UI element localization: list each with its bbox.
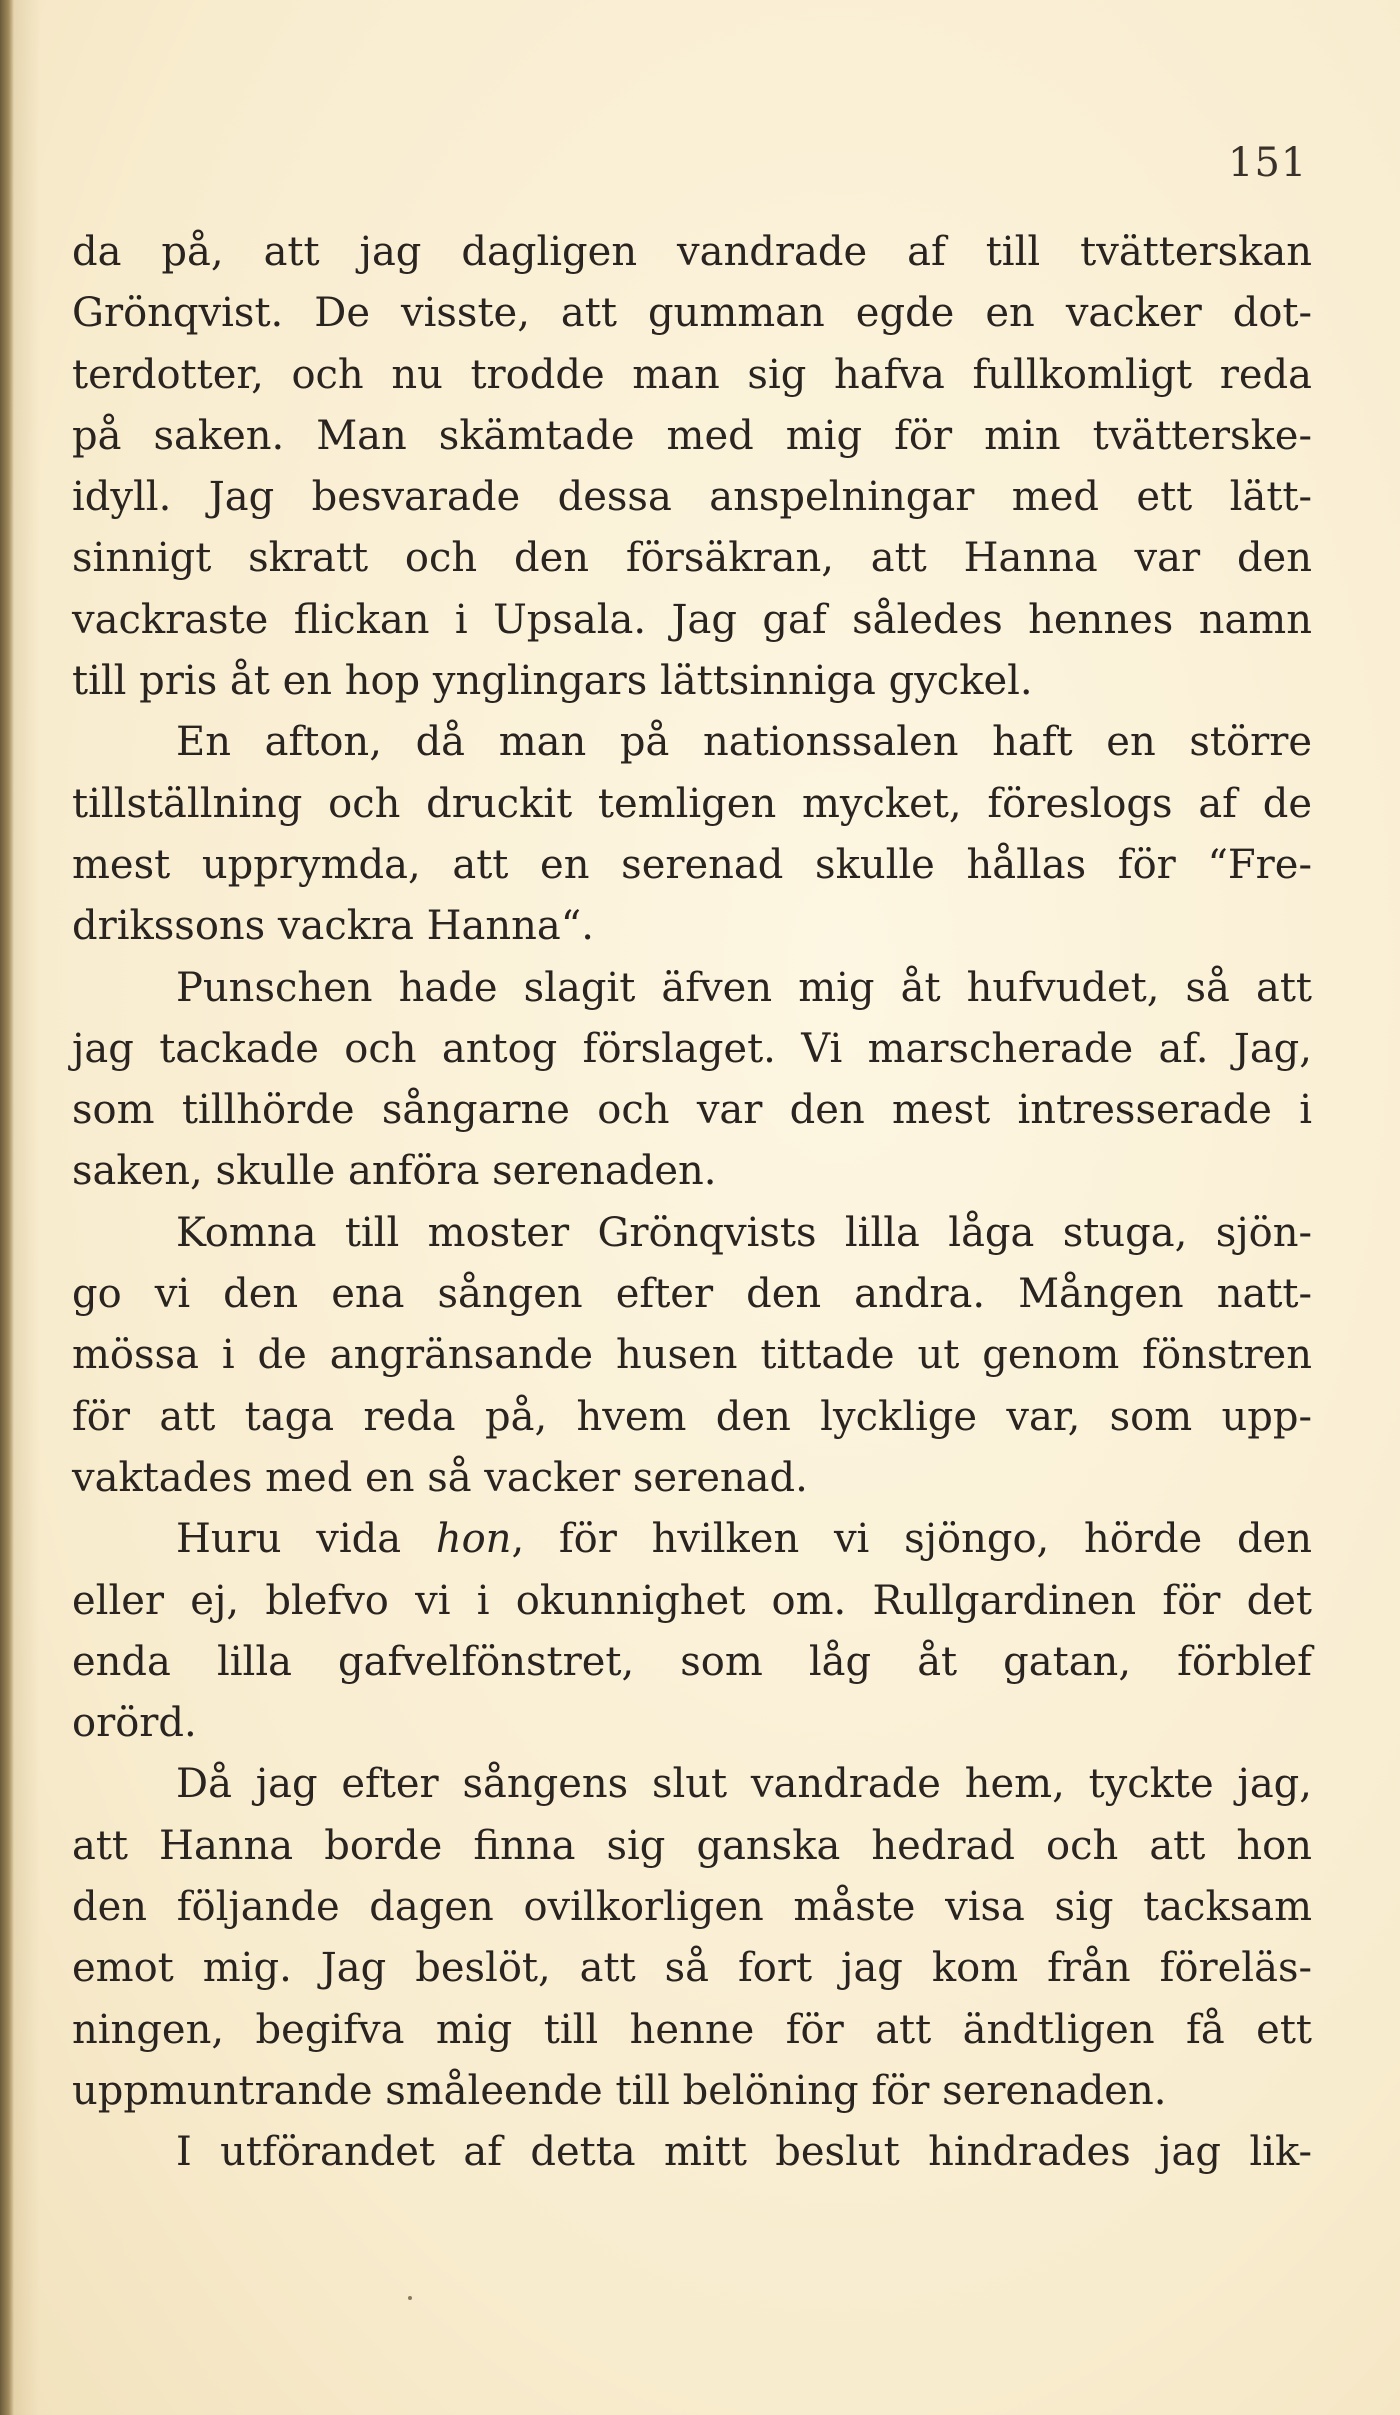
text-line-content: för att taga reda på, hvem den lycklige var, som upp- <box>72 1393 1312 1440</box>
text-line-content: på saken. Man skämtade med mig för min tvätterske- <box>72 412 1312 459</box>
text-line-content: vackraste flickan i Upsala. Jag gaf således hennes namn <box>72 596 1312 643</box>
text-segment: , för hvilken vi sjöngo, hörde den <box>511 1516 1312 1563</box>
text-line <box>72 958 1312 1019</box>
text-line-content: idyll. Jag besvarade dessa anspelningar med ett lätt- <box>72 474 1312 521</box>
text-line <box>72 1571 1312 1632</box>
text-line <box>72 528 1312 589</box>
text-line-content: saken, skulle anföra serenaden. <box>72 1148 717 1195</box>
text-line <box>72 896 1312 957</box>
text-line-content: den följande dagen ovilkorligen måste visa sig tacksam <box>72 1884 1312 1931</box>
text-line-content: ningen, begifva mig till henne för att ändtligen få ett <box>72 2006 1312 2053</box>
text-line-content: emot mig. Jag beslöt, att så fort jag kom från föreläs- <box>72 1945 1312 1992</box>
text-line-content: terdotter, och nu trodde man sig hafva fullkomligt reda <box>72 351 1312 398</box>
text-line-content: da på, att jag dagligen vandrade af till tvätterskan <box>72 229 1312 275</box>
text-line-content: tillställning och druckit temligen mycket, föreslogs af de <box>72 780 1312 827</box>
text-line <box>72 1877 1312 1938</box>
text-line <box>72 2061 1312 2122</box>
text-line-content: I utförandet af detta mitt beslut hindrades jag lik- <box>176 2129 1312 2176</box>
text-line <box>72 406 1312 467</box>
text-line-content <box>176 1509 1312 1570</box>
text-line <box>72 1816 1312 1877</box>
text-line <box>72 2122 1312 2183</box>
text-line <box>72 590 1312 651</box>
text-line <box>72 2000 1312 2061</box>
text-line-content: uppmuntrande småleende till belöning för serenaden. <box>72 2067 1167 2114</box>
text-line-content: drikssons vackra Hanna“. <box>72 903 594 950</box>
text-line <box>72 1387 1312 1448</box>
text-line <box>72 1080 1312 1141</box>
paper-speck <box>408 2296 412 2300</box>
text-line-content: Punschen hade slagit äfven mig åt hufvudet, så att <box>176 964 1312 1011</box>
text-line-content: eller ej, blefvo vi i okunnighet om. Rullgardinen för det <box>72 1577 1312 1624</box>
text-line <box>72 1141 1312 1202</box>
text-line-content: Grönqvist. De visste, att gumman egde en vacker dot- <box>72 290 1312 337</box>
text-line-content: vaktades med en så vacker serenad. <box>72 1454 808 1501</box>
book-binding-edge <box>0 0 14 2415</box>
text-line-content: mössa i de angränsande husen tittade ut genom fönstren <box>72 1332 1312 1379</box>
text-line <box>72 1325 1312 1386</box>
text-line-content: enda lilla gafvelfönstret, som låg åt gatan, förblef <box>72 1638 1312 1685</box>
text-line <box>72 1264 1312 1325</box>
text-line <box>72 712 1312 773</box>
text-line <box>72 1448 1312 1509</box>
text-line <box>72 774 1312 835</box>
text-line-content: jag tackade och antog förslaget. Vi marscherade af. Jag, <box>72 1025 1312 1072</box>
text-line <box>72 222 1312 283</box>
text-line <box>72 651 1312 712</box>
text-line <box>72 1754 1312 1815</box>
text-line <box>72 1938 1312 1999</box>
text-line-content: som tillhörde sångarne och var den mest intresserade i <box>72 1087 1312 1134</box>
text-line-content: sinnigt skratt och den försäkran, att Hanna var den <box>72 535 1312 582</box>
text-line-content: mest upprymda, att en serenad skulle hållas för “Fre- <box>72 841 1312 888</box>
text-line <box>72 283 1312 344</box>
text-line-content: till pris åt en hop ynglingars lättsinniga gyckel. <box>72 658 1033 705</box>
text-line-content: En afton, då man på nationssalen haft en större <box>176 719 1312 766</box>
text-line-content: Komna till moster Grönqvists lilla låga stuga, sjön- <box>176 1209 1312 1256</box>
body-text <box>72 222 1312 2184</box>
text-line-content: att Hanna borde finna sig ganska hedrad och att hon <box>72 1822 1312 1869</box>
text-segment: Huru vida <box>176 1516 436 1563</box>
text-line <box>72 1632 1312 1693</box>
text-line-content: Då jag efter sångens slut vandrade hem, tyckte jag, <box>176 1761 1312 1808</box>
text-line-content: go vi den ena sången efter den andra. Mången natt- <box>72 1271 1312 1318</box>
italic-word: hon <box>435 1516 512 1563</box>
text-line <box>72 1693 1312 1754</box>
text-line <box>72 1203 1312 1264</box>
text-line <box>72 1019 1312 1080</box>
page-number: 151 <box>1228 140 1308 186</box>
text-line <box>72 1509 1312 1570</box>
text-line-content: orörd. <box>72 1700 197 1747</box>
text-line <box>72 345 1312 406</box>
text-line <box>72 835 1312 896</box>
text-line <box>72 467 1312 528</box>
